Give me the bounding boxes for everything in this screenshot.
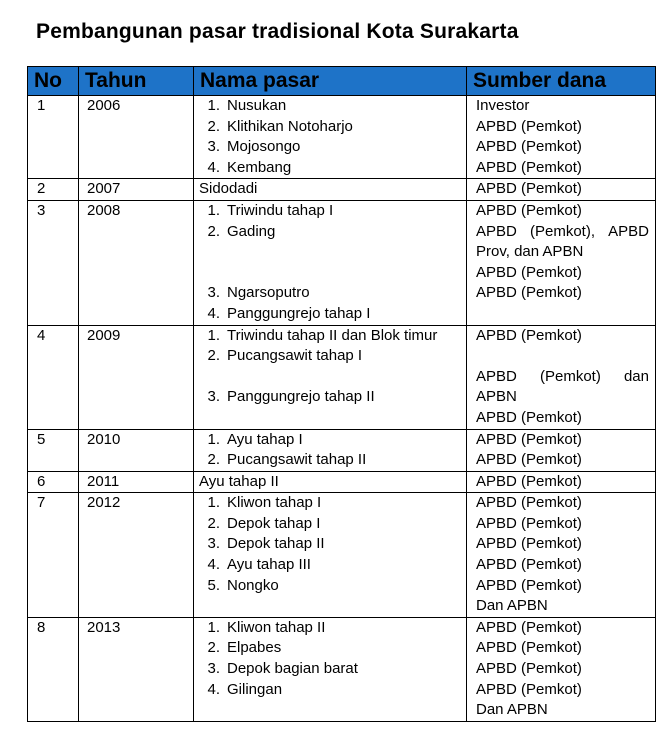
funding-source: APBD (Pemkot) <box>476 494 582 512</box>
row-year: 2006 <box>87 97 121 114</box>
row-no: 7 <box>37 494 46 512</box>
row-no: 1 <box>37 97 46 114</box>
market-item: 4. Kembang <box>207 158 292 176</box>
funding-source: APBD (Pemkot) <box>476 201 582 219</box>
funding-source: APBD (Pemkot) <box>476 451 582 469</box>
row-no: 4 <box>37 326 46 344</box>
funding-source: APBD (Pemkot) <box>476 535 582 553</box>
funding-source: APBD (Pemkot) <box>476 472 582 490</box>
market-item: 3. Ngarsoputro <box>207 284 310 302</box>
market-item: 1. Ayu tahap I <box>207 430 303 448</box>
market-item: 1. Triwindu tahap I <box>207 201 334 219</box>
table-row <box>28 200 656 325</box>
row-no: 2 <box>37 180 46 198</box>
funding-source: APBD (Pemkot) <box>476 408 582 426</box>
market-item: Ayu tahap II <box>199 472 279 490</box>
funding-source: APBD (Pemkot) <box>476 556 582 574</box>
funding-source: APBD (Pemkot) <box>476 680 582 698</box>
market-item: 3. Panggungrejo tahap II <box>207 388 375 406</box>
funding-source: APBD (Pemkot), APBD <box>476 222 649 240</box>
funding-source: APBN <box>476 388 517 406</box>
funding-source: Investor <box>476 97 530 114</box>
market-item: 4. Gilingan <box>207 680 283 698</box>
table-row <box>28 325 656 429</box>
market-item: 1. Triwindu tahap II dan Blok timur <box>207 326 438 344</box>
row-no: 5 <box>37 430 46 448</box>
funding-source: APBD (Pemkot) <box>476 117 582 135</box>
market-item: 2. Gading <box>207 222 276 240</box>
funding-source: APBD (Pemkot) <box>476 158 582 176</box>
row-year: 2010 <box>87 430 121 448</box>
row-year: 2011 <box>87 472 120 490</box>
header-row <box>28 67 656 96</box>
header-sumber-dana: Sumber dana <box>467 67 656 96</box>
market-table <box>27 66 656 722</box>
funding-source: Prov, dan APBN <box>476 243 584 261</box>
market-item: 4. Ayu tahap III <box>207 556 311 574</box>
funding-source: Dan APBN <box>476 597 548 615</box>
row-year: 2012 <box>87 494 121 512</box>
funding-source: APBD (Pemkot) <box>476 660 582 678</box>
funding-source: APBD (Pemkot) <box>476 514 582 532</box>
market-item: 2. Klithikan Notoharjo <box>207 117 353 135</box>
market-item: 2. Pucangsawit tahap II <box>207 451 367 469</box>
funding-source: APBD (Pemkot) dan <box>476 367 649 385</box>
row-no: 8 <box>37 618 46 636</box>
table-row <box>28 471 656 493</box>
market-item: 4. Panggungrejo tahap I <box>207 304 371 322</box>
row-year: 2013 <box>87 618 121 636</box>
row-no: 6 <box>37 472 46 490</box>
market-item: Sidodadi <box>199 180 258 198</box>
row-no: 3 <box>37 201 46 219</box>
row-year: 2008 <box>87 201 121 219</box>
funding-source: APBD (Pemkot) <box>476 639 582 657</box>
funding-source: APBD (Pemkot) <box>476 430 582 448</box>
market-item: 5. Nongko <box>207 576 279 594</box>
row-year: 2009 <box>87 326 121 344</box>
market-item: 3. Depok bagian barat <box>207 660 358 678</box>
table-row <box>28 179 656 201</box>
funding-source: APBD (Pemkot) <box>476 284 582 302</box>
funding-source: APBD (Pemkot) <box>476 576 582 594</box>
market-item: 1. Kliwon tahap II <box>207 618 326 636</box>
market-item: 2. Pucangsawit tahap I <box>207 347 363 365</box>
funding-source: APBD (Pemkot) <box>476 263 582 281</box>
market-item: 2. Depok tahap I <box>207 514 321 532</box>
market-item: 3. Mojosongo <box>207 138 301 156</box>
header-no: No <box>28 67 79 96</box>
table-row <box>28 617 656 721</box>
market-item: 1. Kliwon tahap I <box>207 494 322 512</box>
table-row <box>28 493 656 618</box>
funding-source: APBD (Pemkot) <box>476 180 582 198</box>
header-nama-pasar: Nama pasar <box>194 67 467 96</box>
funding-source: APBD (Pemkot) <box>476 138 582 156</box>
market-item: 3. Depok tahap II <box>207 535 325 553</box>
funding-source: Dan APBN <box>476 701 548 719</box>
market-item: 2. Elpabes <box>207 639 282 657</box>
header-tahun: Tahun <box>79 67 194 96</box>
table-row <box>28 96 656 179</box>
market-item: 1. Nusukan <box>207 97 287 114</box>
funding-source: APBD (Pemkot) <box>476 326 582 344</box>
row-year: 2007 <box>87 180 121 198</box>
funding-source: APBD (Pemkot) <box>476 618 582 636</box>
table-row <box>28 429 656 471</box>
page-title: Pembangunan pasar tradisional Kota Surakarta <box>36 20 519 43</box>
